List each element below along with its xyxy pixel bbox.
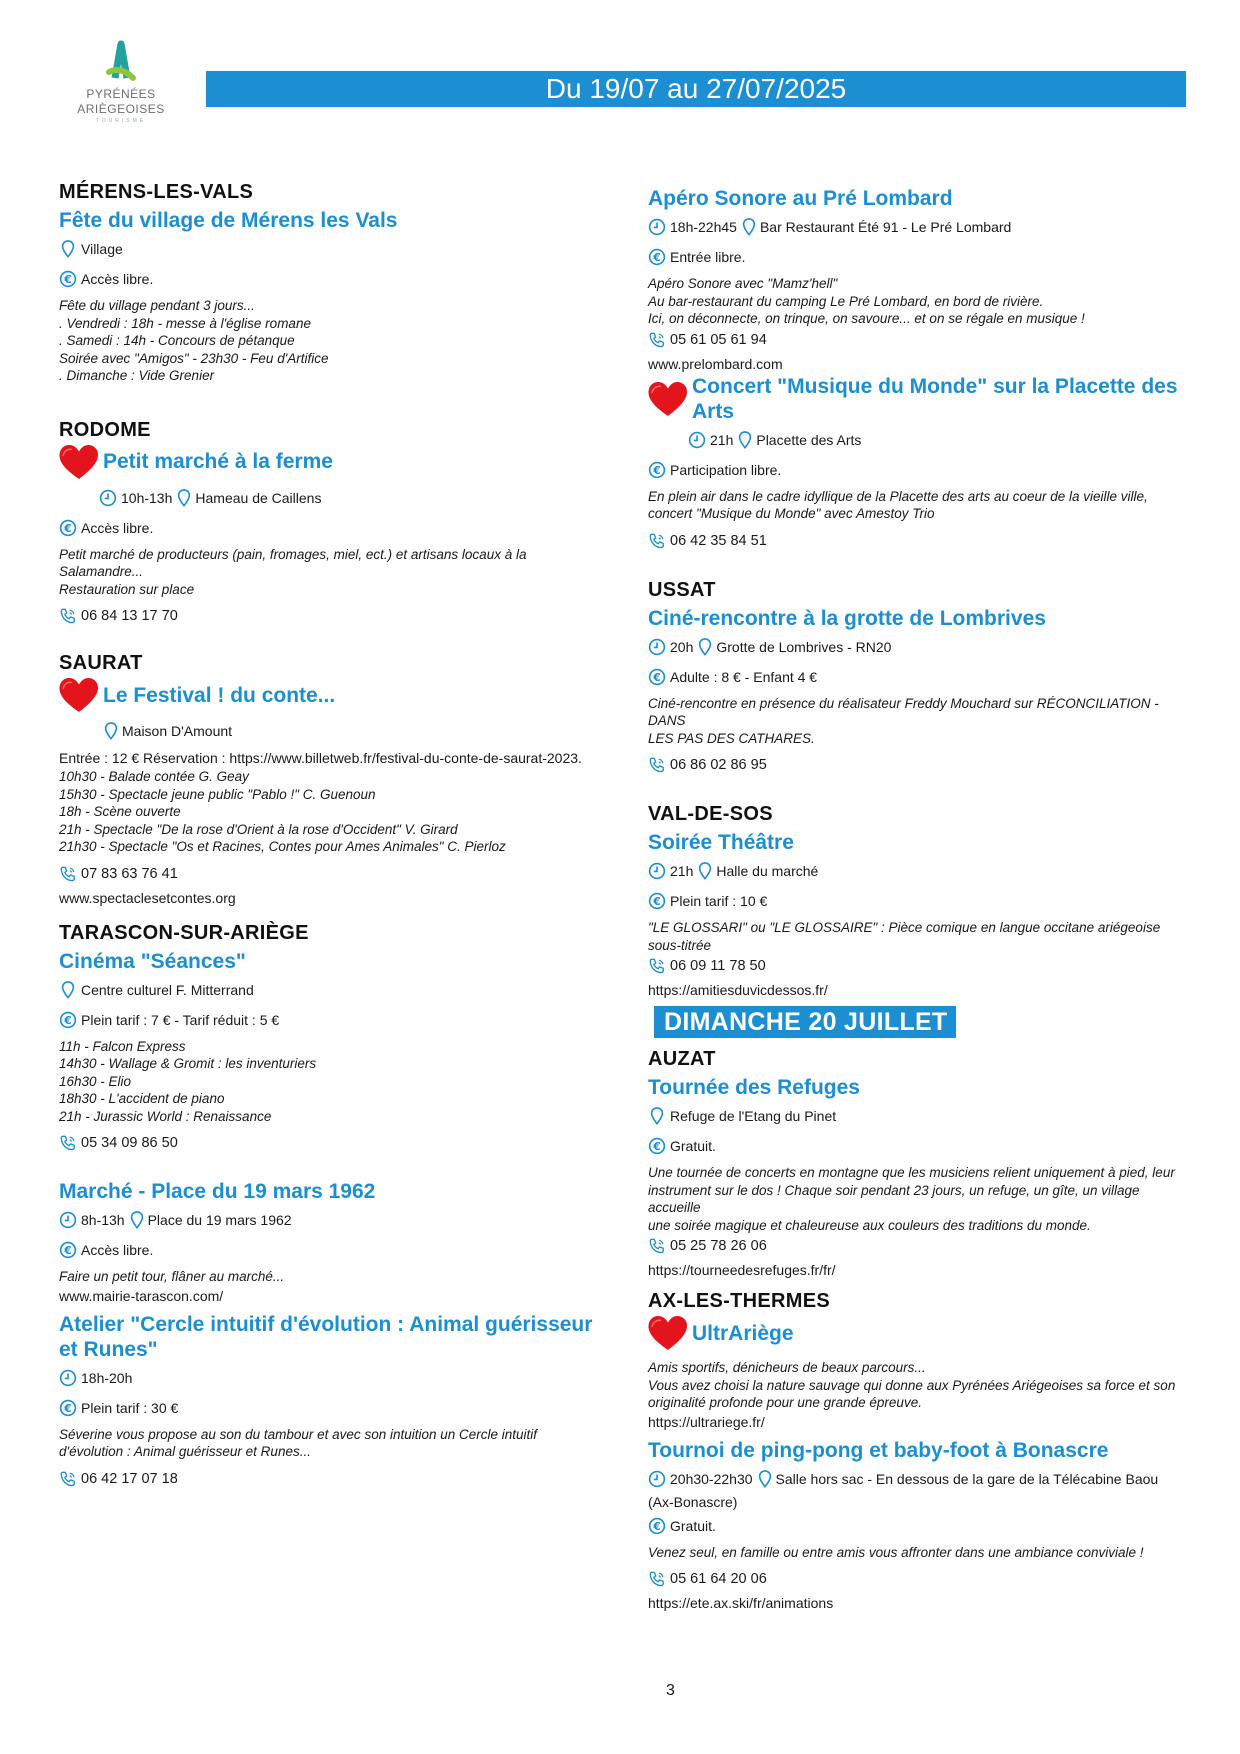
event-ussat	[648, 579, 1188, 776]
event-phone[interactable]: 05 34 09 86 50	[81, 1135, 178, 1151]
event-apero	[648, 186, 1188, 374]
event-description: Ciné-rencontre en présence du réalisateur Freddy Mouchard sur RÉCONCILIATION - DANS LES PAS DES CATHARES.	[648, 695, 1159, 746]
heart-icon	[646, 1313, 690, 1353]
event-time: 18h-20h	[81, 1369, 133, 1386]
phone-icon	[648, 331, 666, 349]
event-price: Adulte : 8 € - Enfant 4 €	[670, 668, 818, 685]
event-title: Petit marché à la ferme	[103, 450, 333, 473]
event-location: Centre culturel F. Mitterrand	[81, 981, 254, 998]
event-url[interactable]: www.prelombard.com	[648, 355, 783, 372]
clock-icon	[688, 431, 706, 449]
event-description: Amis sportifs, dénicheurs de beaux parcours... Vous avez choisi la nature sauvage qui donne aux Pyrénées Ariégeoises sa force et son originalité profonde pour une grande épreuve.	[648, 1360, 1176, 1410]
event-location: Maison D'Amount	[122, 723, 233, 739]
city-heading: MÉRENS-LES-VALS	[59, 181, 254, 203]
event-saurat	[59, 652, 599, 908]
event-phone[interactable]: 05 61 05 61 94	[670, 331, 767, 348]
event-location: Halle du marché	[716, 863, 819, 879]
event-entry: Entrée : 12 € Réservation : https://www.billetweb.fr/festival-du-conte-de-saurat-2023.	[59, 750, 582, 766]
event-price: Accès libre.	[81, 1242, 154, 1258]
event-description: Une tournée de concerts en montagne que les musiciens relient uniquement à pied, leur instrument sur le dos ! Chaque soir pendant 23 jours, un refuge, un gîte, un village accueille une soirée magique et chaleureuse aux couleurs des traditions du monde.	[648, 1165, 1175, 1233]
location-pin-icon	[129, 1211, 145, 1229]
event-ax	[648, 1290, 1188, 1432]
day-banner: DIMANCHE 20 JUILLET	[654, 1006, 956, 1038]
clock-icon	[59, 1369, 77, 1387]
event-tournoi	[648, 1438, 1188, 1614]
event-title: Cinéma "Séances"	[59, 949, 246, 973]
event-url[interactable]: https://tourneedesrefuges.fr/fr/	[648, 1262, 836, 1278]
euro-icon	[648, 1517, 666, 1535]
location-pin-icon	[176, 489, 192, 507]
logo-mark-icon	[101, 38, 141, 86]
event-url[interactable]: www.spectaclesetcontes.org	[59, 889, 236, 906]
event-description: Séverine vous propose au son du tambour et avec son intuition un Cercle intuitif d'évolution : Animal guérisseur et Runes...	[59, 1426, 538, 1459]
event-marche	[59, 1179, 599, 1306]
location-pin-icon	[648, 1107, 666, 1125]
event-valdesos	[648, 803, 1188, 1000]
event-time: 21h	[670, 863, 694, 879]
city-heading: TARASCON-SUR-ARIÈGE	[59, 921, 309, 944]
event-location: Placette des Arts	[756, 431, 862, 448]
euro-icon	[648, 892, 666, 910]
event-location: Refuge de l'Etang du Pinet	[670, 1108, 837, 1124]
event-location: Hameau de Caillens	[195, 489, 322, 506]
event-title: Marché - Place du 19 mars 1962	[59, 1180, 376, 1203]
event-title: Le Festival ! du conte...	[103, 683, 336, 707]
event-location: Bar Restaurant Été 91 - Le Pré Lombard	[759, 219, 1012, 235]
event-auzat	[648, 1048, 1188, 1280]
euro-icon	[59, 1399, 77, 1417]
event-url[interactable]: https://ultrariege.fr/	[648, 1413, 765, 1430]
event-title: UltrAriège	[692, 1321, 794, 1345]
event-phone[interactable]: 05 25 78 26 06	[670, 1238, 767, 1254]
clock-icon	[59, 1211, 77, 1229]
event-time: 21h	[710, 431, 734, 448]
phone-icon	[59, 1134, 77, 1152]
city-heading: AUZAT	[648, 1048, 716, 1070]
event-title: Tournée des Refuges	[648, 1076, 860, 1099]
euro-icon	[648, 248, 666, 266]
clock-icon	[648, 1470, 666, 1488]
euro-icon	[648, 461, 666, 479]
euro-icon	[59, 519, 77, 537]
event-description: Petit marché de producteurs (pain, fromages, miel, ect.) et artisans locaux à la Salamandre... Restauration sur place	[59, 546, 527, 597]
location-pin-icon	[103, 722, 119, 740]
heart-icon	[57, 675, 101, 715]
event-url[interactable]: https://amitiesduvicdessos.fr/	[648, 982, 828, 998]
heart-icon	[646, 379, 690, 419]
event-price: Accès libre.	[81, 271, 154, 287]
euro-icon	[648, 668, 666, 686]
event-url[interactable]: https://ete.ax.ski/fr/animations	[648, 1595, 834, 1611]
clock-icon	[648, 638, 666, 656]
event-price: Plein tarif : 30 €	[81, 1399, 179, 1416]
location-pin-icon	[697, 638, 713, 656]
event-time: 20h30-22h30	[670, 1470, 753, 1487]
event-phone[interactable]: 06 86 02 86 95	[670, 757, 767, 773]
clock-icon	[99, 489, 117, 507]
phone-icon	[59, 1470, 77, 1488]
event-location-extra: (Ax-Bonascre)	[648, 1493, 738, 1510]
date-range-banner: Du 19/07 au 27/07/2025	[206, 71, 1186, 107]
phone-icon	[648, 756, 666, 774]
location-pin-icon	[737, 431, 753, 449]
clock-icon	[648, 218, 666, 236]
event-location: Grotte de Lombrives - RN20	[716, 638, 892, 655]
phone-icon	[59, 607, 77, 625]
location-pin-icon	[59, 981, 77, 999]
event-time: 8h-13h	[81, 1212, 125, 1228]
phone-icon	[59, 865, 77, 883]
event-location: Salle hors sac - En dessous de la gare de la Télécabine Baou	[775, 1470, 1159, 1487]
event-phone[interactable]: 05 61 64 20 06	[670, 1571, 767, 1587]
event-description: 10h30 - Balade contée G. Geay 15h30 - Spectacle jeune public "Pablo !" C. Guenoun 18h - Scène ouverte 21h - Spectacle "De la rose d'Orient à la rose d'Occident" V. Girard 21h30 - Spectacle "Os et Racines, Contes pour Ames Animales" C. Pierloz	[59, 769, 506, 854]
event-rodome	[59, 419, 599, 627]
logo-text-line1: PYRÉNÉES	[86, 87, 156, 101]
event-merens	[59, 181, 599, 385]
event-description: "LE GLOSSARI" ou "LE GLOSSAIRE" : Pièce comique en langue occitane ariégeoise sous-titrée	[648, 920, 1161, 953]
euro-icon	[59, 1011, 77, 1029]
event-phone[interactable]: 06 84 13 17 70	[81, 608, 178, 624]
event-description: Fête du village pendant 3 jours... . Vendredi : 18h - messe à l'église romane . Samedi : 14h - Concours de pétanque Soirée avec "Amigos" - 23h30 - Feu d'Artifice . Dimanche : Vide Grenier	[59, 298, 329, 383]
event-description: Venez seul, en famille ou entre amis vous affronter dans une ambiance conviviale !	[648, 1544, 1144, 1560]
city-heading: SAURAT	[59, 652, 143, 674]
euro-icon	[59, 1241, 77, 1259]
event-title: Atelier "Cercle intuitif d'évolution : Animal guérisseur et Runes"	[59, 1312, 593, 1361]
event-location: Place du 19 mars 1962	[147, 1212, 292, 1228]
logo-text-line2: ARIÈGEOISES	[77, 102, 165, 116]
euro-icon	[59, 270, 77, 288]
event-phone[interactable]: 07 83 63 76 41	[81, 865, 178, 882]
logo-text-line3: TOURISME	[95, 118, 147, 124]
event-title: Tournoi de ping-pong et baby-foot à Bonascre	[648, 1438, 1109, 1462]
phone-icon	[648, 532, 666, 550]
event-phone[interactable]: 06 42 17 07 18	[81, 1470, 178, 1487]
event-price: Plein tarif : 10 €	[670, 893, 768, 909]
event-title: Fête du village de Mérens les Vals	[59, 209, 398, 232]
city-heading: USSAT	[648, 578, 716, 601]
event-location: Village	[81, 241, 123, 257]
event-phone[interactable]: 06 09 11 78 50	[670, 958, 766, 974]
event-price: Plein tarif : 7 € - Tarif réduit : 5 €	[81, 1011, 280, 1028]
event-concert	[648, 374, 1188, 551]
event-atelier	[59, 1312, 599, 1489]
event-price: Gratuit.	[670, 1138, 716, 1154]
event-title: Concert "Musique du Monde" sur la Placette des Arts	[692, 374, 1178, 423]
city-heading: VAL-DE-SOS	[648, 803, 773, 825]
event-price: Gratuit.	[670, 1517, 716, 1534]
right-column	[648, 186, 1188, 1613]
location-pin-icon	[757, 1470, 773, 1488]
phone-icon	[648, 1570, 666, 1588]
event-time: 10h-13h	[121, 489, 173, 506]
city-heading: RODOME	[59, 418, 151, 441]
left-column	[59, 181, 599, 1489]
event-title: Soirée Théâtre	[648, 831, 794, 854]
location-pin-icon	[741, 218, 757, 236]
city-heading: AX-LES-THERMES	[648, 1290, 830, 1312]
event-description: En plein air dans le cadre idyllique de la Placette des arts au coeur de la vieille ville, concert "Musique du Monde" avec Amestoy Trio	[648, 488, 1148, 521]
event-title: Apéro Sonore au Pré Lombard	[648, 187, 953, 210]
event-tarascon-cinema	[59, 922, 599, 1154]
heart-icon	[57, 442, 101, 482]
event-description: 11h - Falcon Express 14h30 - Wallage & Gromit : les inventuriers 16h30 - Elio 18h30 - L'accident de piano 21h - Jurassic World : Renaissance	[59, 1038, 317, 1124]
event-title: Ciné-rencontre à la grotte de Lombrives	[648, 606, 1046, 630]
clock-icon	[648, 862, 666, 880]
phone-icon	[648, 1237, 666, 1255]
day-banner-wrap	[648, 1006, 1188, 1038]
event-price: Participation libre.	[670, 461, 782, 478]
event-phone[interactable]: 06 42 35 84 51	[670, 532, 767, 549]
euro-icon	[648, 1137, 666, 1155]
page-number: 3	[666, 1682, 675, 1699]
location-pin-icon	[697, 862, 713, 880]
event-time: 20h	[670, 638, 694, 655]
location-pin-icon	[59, 240, 77, 258]
phone-icon	[648, 957, 666, 975]
logo	[76, 38, 166, 138]
event-description: Apéro Sonore avec "Mamz'hell" Au bar-restaurant du camping Le Pré Lombard, en bord de rivière. Ici, on déconnecte, on trinque, on savoure... et on se régale en musique !	[648, 276, 1085, 326]
event-price: Accès libre.	[81, 519, 154, 536]
event-description: Faire un petit tour, flâner au marché...	[59, 1269, 285, 1284]
event-price: Entrée libre.	[670, 249, 746, 265]
event-time: 18h-22h45	[670, 219, 737, 235]
event-url[interactable]: www.mairie-tarascon.com/	[59, 1287, 224, 1304]
